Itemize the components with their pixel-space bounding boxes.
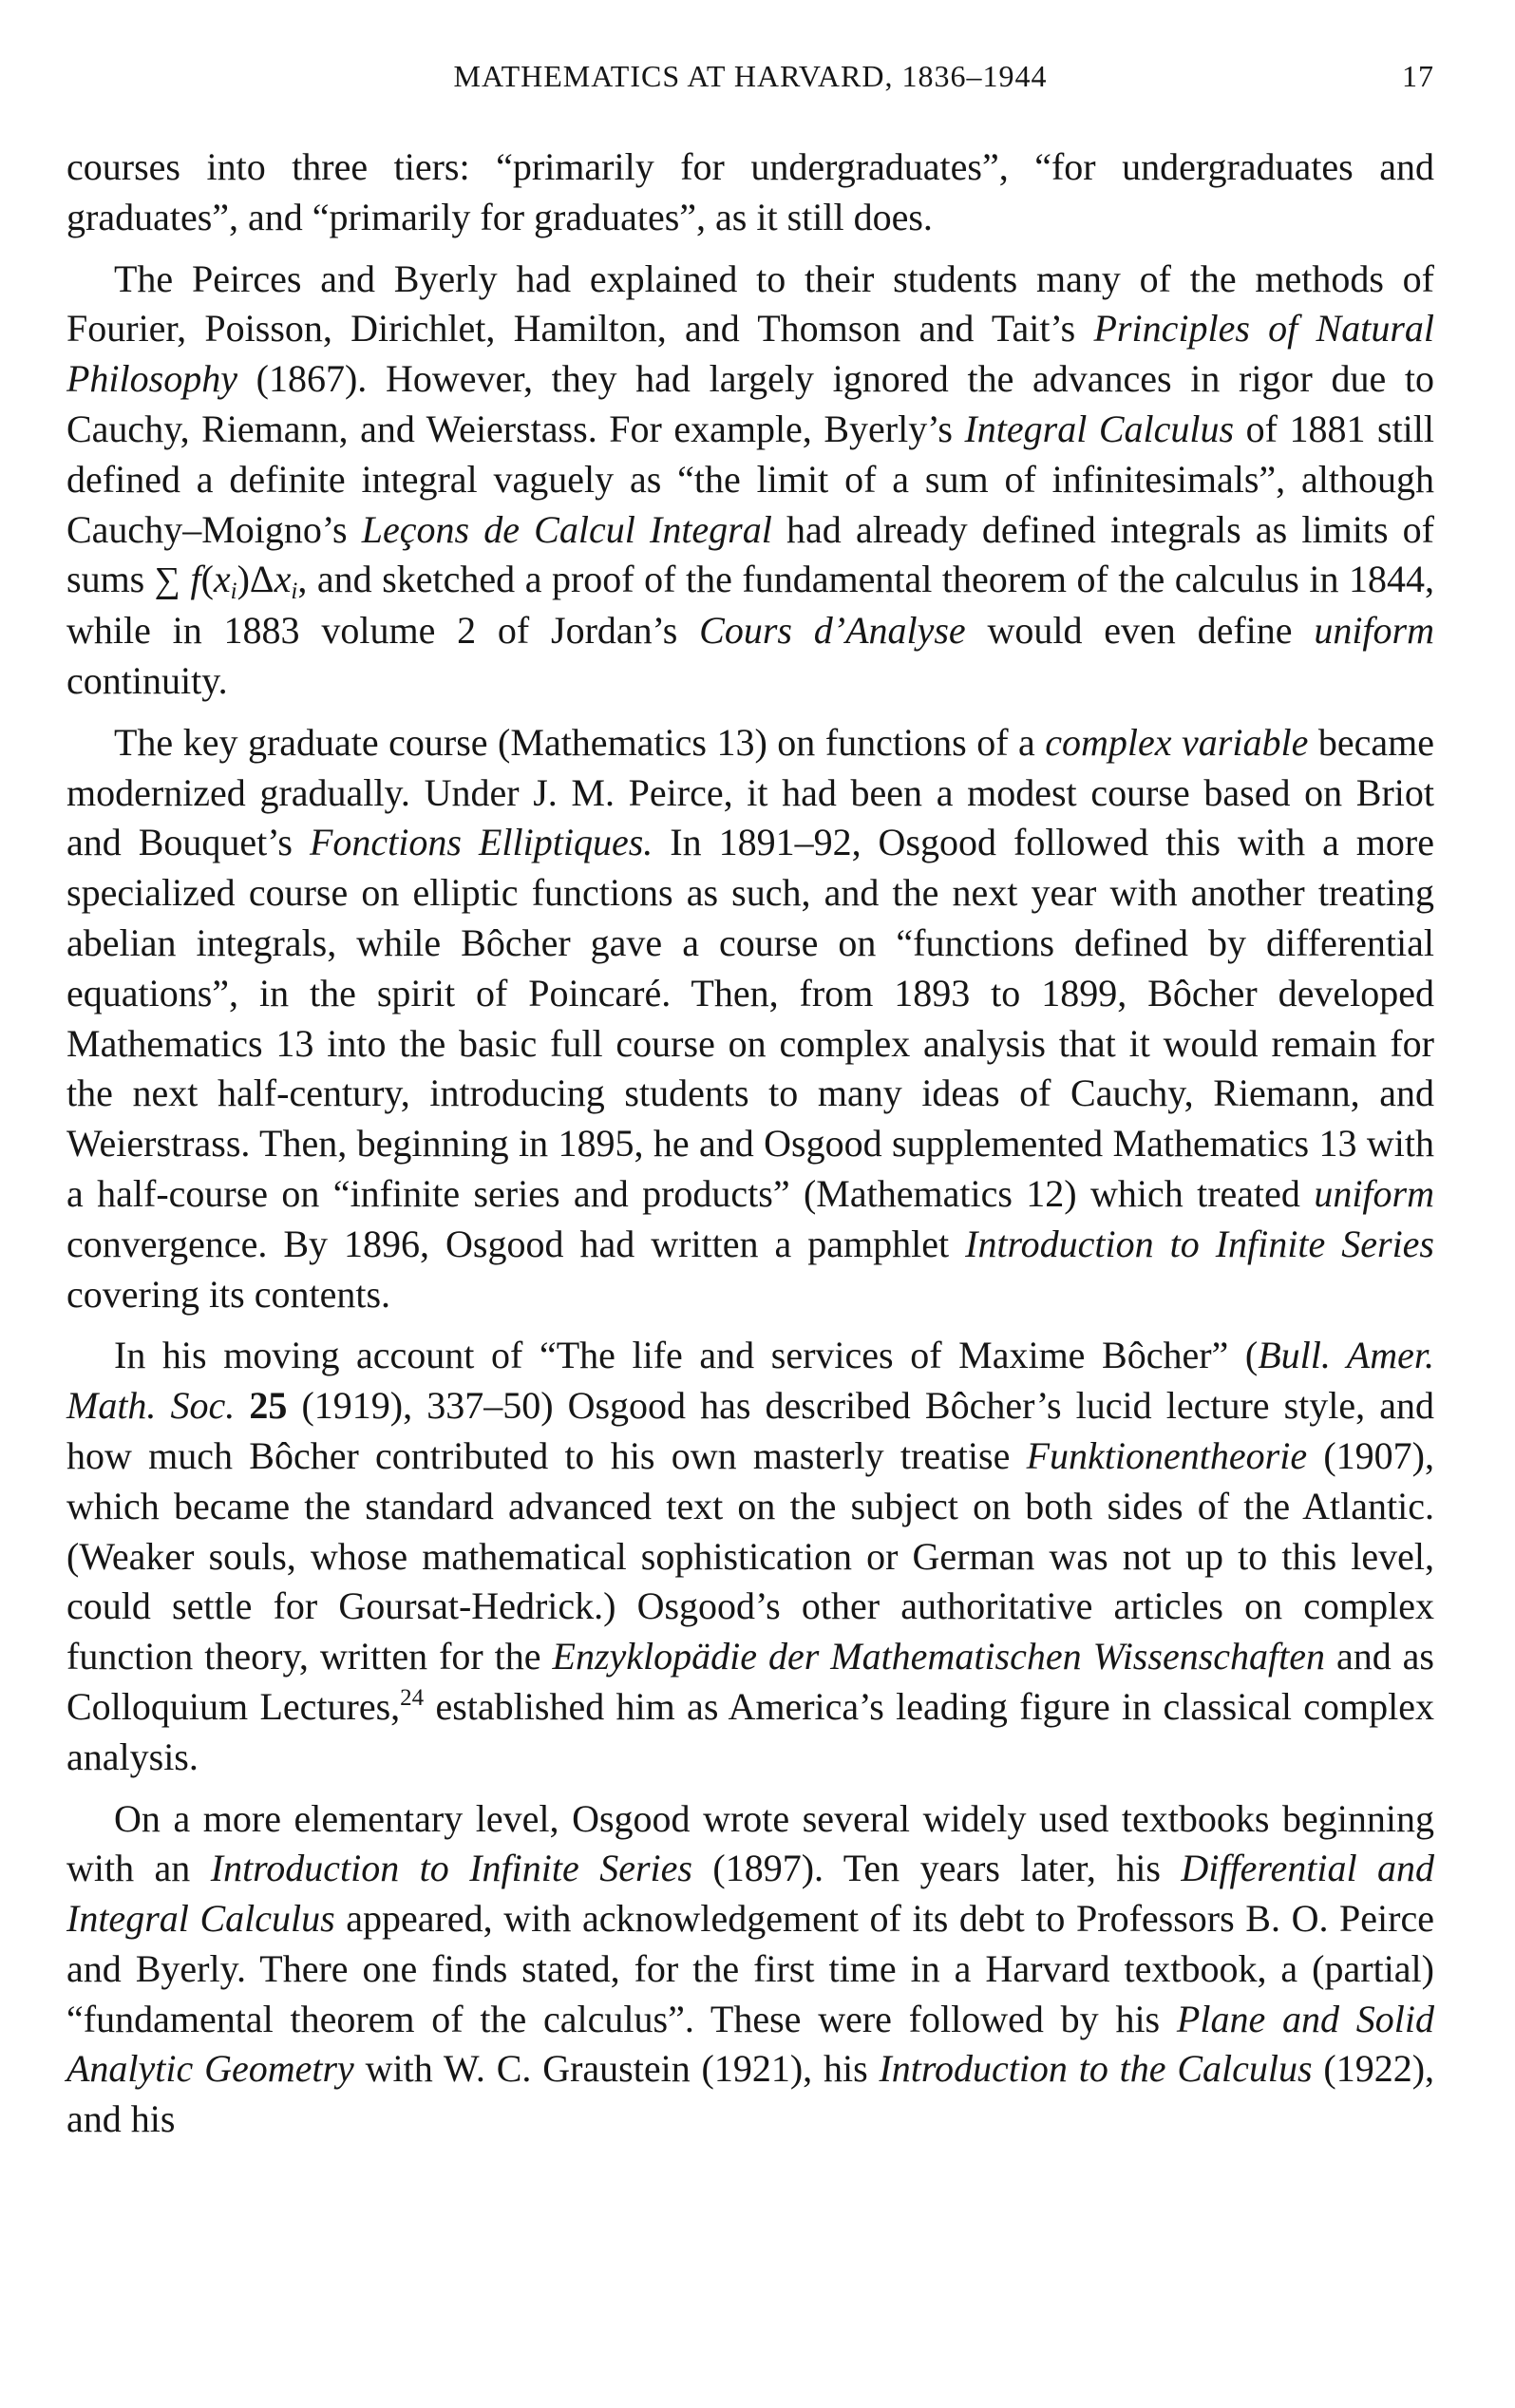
italic-text: Introduction to Infinite Series xyxy=(965,1222,1435,1265)
text-run: (1907), which became the standard advanced text on the subject on both sides of the Atlantic. (Weaker souls, whose mathematical sophistication or German was not up to this level, could settle for Goursat-Hedrick.) Osgood’s other authoritative articles on complex function theory, written for the xyxy=(66,1433,1434,1678)
subscript: i xyxy=(291,578,298,605)
text-run: On a more elementary level, Osgood wrote several widely used textbooks beginning with an xyxy=(66,1796,1434,1890)
text-run: (1867). However, they had largely ignored the advances in rigor due to Cauchy, Riemann, and Weierstass. For example, Byerly’s xyxy=(66,357,1434,450)
running-title: MATHEMATICS AT HARVARD, 1836–1944 xyxy=(453,58,1048,93)
text-run: established him as America’s leading figure in classical complex analysis. xyxy=(66,1684,1435,1778)
text-run: covering its contents. xyxy=(66,1272,391,1316)
italic-text: Bull. Amer. Math. Soc. xyxy=(66,1334,1434,1428)
body-text xyxy=(66,142,1434,2156)
bold-text: 25 xyxy=(249,1384,288,1428)
italic-text: x xyxy=(274,558,292,601)
text-run xyxy=(235,1384,249,1427)
text-run: (1897). Ten years later, his xyxy=(691,1847,1182,1890)
text-run: )Δ xyxy=(237,558,275,601)
summation-symbol: ∑ xyxy=(154,560,180,601)
text-run: (1919), 337–50) Osgood has described Bôcher’s lucid lecture style, and how much Bôcher contributed to his own masterly treatise xyxy=(66,1384,1435,1477)
italic-text: uniform xyxy=(1314,1171,1434,1215)
italic-text: Principles of Natural Philosophy xyxy=(66,307,1435,401)
text-run: and as Colloquium Lectures, xyxy=(66,1635,1434,1728)
running-header xyxy=(66,47,1434,104)
italic-text: Enzyklopädie der Mathematischen Wissenschaften xyxy=(552,1635,1325,1678)
italic-text: Cours d’Analyse xyxy=(699,609,966,653)
italic-text: Leçons de Calcul Integral xyxy=(361,507,772,551)
italic-text: f xyxy=(190,558,201,601)
text-run: became modernized gradually. Under J. M. Peirce, it had been a modest course based on Briot and Bouquet’s xyxy=(66,720,1434,864)
italic-text: uniform xyxy=(1314,609,1434,653)
text-run: would even define xyxy=(965,609,1315,653)
italic-text: Introduction to the Calculus xyxy=(879,2047,1313,2091)
text-run: The key graduate course (Mathematics 13) on functions of a xyxy=(114,720,1046,764)
italic-text: Integral Calculus xyxy=(964,407,1235,450)
page-number: 17 xyxy=(1402,58,1434,93)
footnote-ref: 24 xyxy=(400,1684,425,1711)
italic-text: Differential and Integral Calculus xyxy=(66,1847,1435,1941)
text-run: , and sketched a proof of the fundamental theorem of the calculus in 1844, while in 1883 volume 2 of Jordan’s xyxy=(66,558,1435,653)
italic-text: Fonctions Elliptiques. xyxy=(309,821,653,864)
text-run: In 1891–92, Osgood followed this with a more specialized course on elliptic functions as such, and the next year with another treating abelian integrals, while Bôcher gave a course on “functions defined by differential equations”, in the spirit of Poincaré. Then, from 1893 to 1899, Bôcher developed Mathematics 13 into the basic full course on complex analysis that it would remain for the next half-century, introducing students to many ideas of Cauchy, Riemann, and Weierstrass. Then, beginning in 1895, he and Osgood supplemented Mathematics 13 with a half-course on “infinite series and products” (Mathematics 12) which treated xyxy=(66,821,1434,1215)
paragraph xyxy=(66,142,1434,243)
text-run xyxy=(180,558,191,600)
text-run: had already defined integrals as limits of sums xyxy=(66,507,1435,601)
paragraph xyxy=(66,1331,1434,1782)
text-run: (1922), and his xyxy=(66,2047,1435,2141)
italic-text: complex variable xyxy=(1045,720,1309,764)
text-run: convergence. By 1896, Osgood had written a pamphlet xyxy=(66,1222,966,1265)
italic-text: Funktionentheorie xyxy=(1026,1433,1308,1477)
text-run: courses into three tiers: “primarily for undergraduates”, “for undergraduates and graduates”, and “primarily for graduates”, as it still does. xyxy=(66,145,1434,238)
text-run: continuity. xyxy=(66,658,228,702)
paragraph xyxy=(66,718,1434,1320)
italic-text: Introduction to Infinite Series xyxy=(210,1847,692,1890)
subscript: i xyxy=(230,578,237,605)
italic-text: Plane and Solid Analytic Geometry xyxy=(66,1997,1434,2091)
italic-text: x xyxy=(213,558,231,601)
paragraph xyxy=(66,1794,1434,2146)
text-run: with W. C. Graustein (1921), his xyxy=(353,2047,880,2091)
text-run: of 1881 still defined a definite integral vaguely as “the limit of a sum of infinitesimals”, although Cauchy–Moigno’s xyxy=(66,407,1435,551)
paragraph xyxy=(66,255,1434,707)
text-run: The Peirces and Byerly had explained to their students many of the methods of Fourier, Poisson, Dirichlet, Hamilton, and Thomson and Tait’s xyxy=(66,256,1434,351)
text-run: appeared, with acknowledgement of its debt to Professors B. O. Peirce and Byerly. There one finds stated, for the first time in a Harvard textbook, a (partial) “fundamental theorem of the calculus”. These were followed by his xyxy=(66,1897,1434,2040)
text-run: ( xyxy=(200,558,214,601)
text-run: In his moving account of “The life and services of Maxime Bôcher” ( xyxy=(114,1334,1259,1377)
